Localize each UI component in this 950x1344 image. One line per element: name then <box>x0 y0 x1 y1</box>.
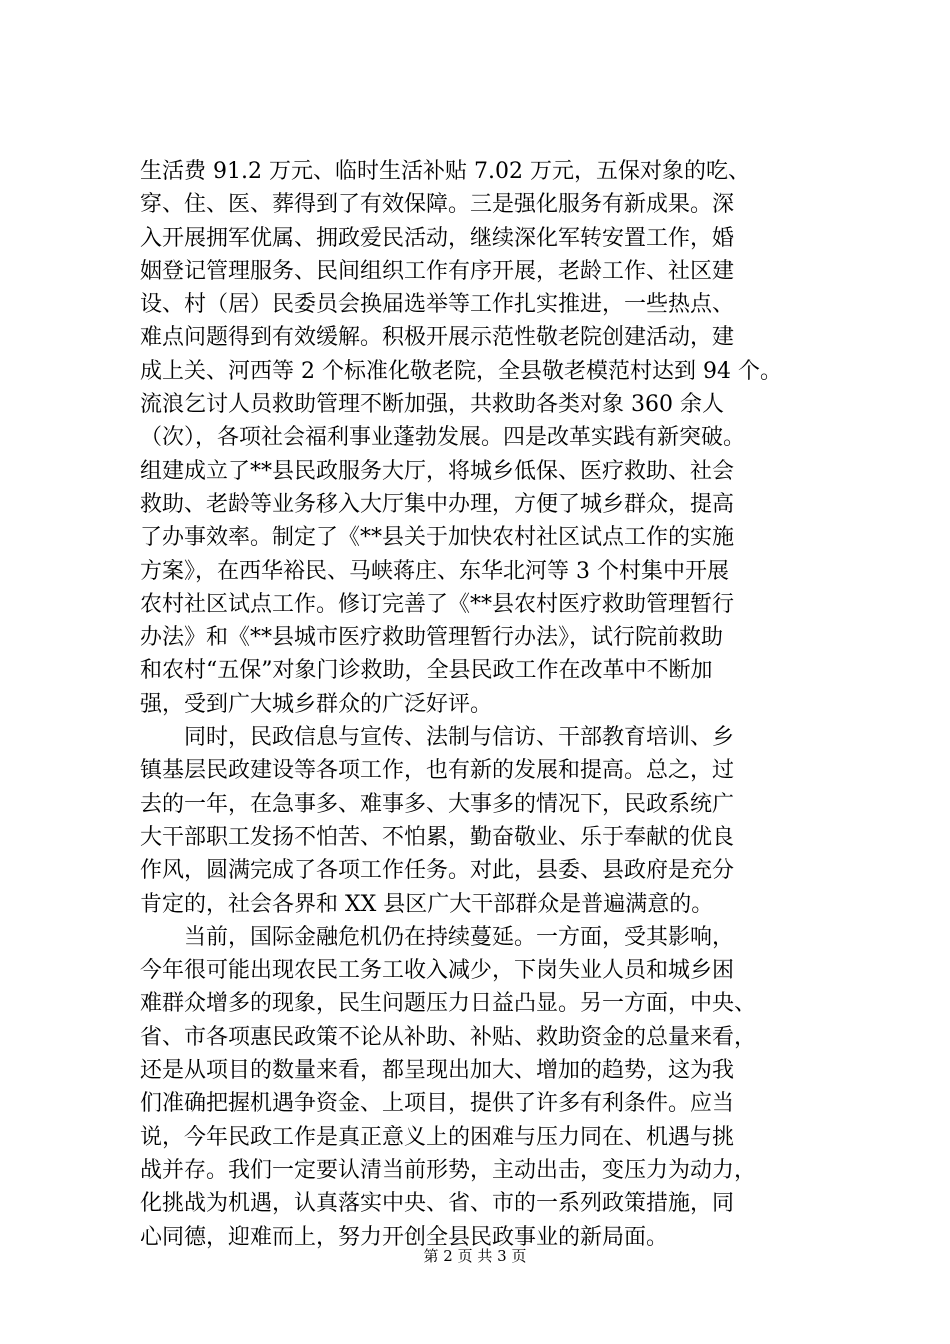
text-line: 去的一年，在急事多、难事多、大事多的情况下，民政系统广 <box>140 791 735 817</box>
text-line: 难群众增多的现象，民生问题压力日益凸显。另一方面，中央、 <box>140 991 757 1017</box>
text-line: 和农村“五保”对象门诊救助，全县民政工作在改革中不断加 <box>140 658 713 684</box>
text-line: 当前，国际金融危机仍在持续蔓延。一方面，受其影响， <box>140 924 735 950</box>
text-line: 今年很可能出现农民工务工收入减少，下岗失业人员和城乡困 <box>140 958 735 984</box>
body-text <box>140 155 860 1254</box>
text-line: 设、村（居）民委员会换届选举等工作扎实推进，一些热点、 <box>140 292 735 318</box>
text-line: 农村社区试点工作。修订完善了《**县农村医疗救助管理暂行 <box>140 591 735 617</box>
text-line: （次），各项社会福利事业蓬勃发展。四是改革实践有新突破。 <box>140 425 746 451</box>
text-line: 化挑战为机遇，认真落实中央、省、市的一系列政策措施，同 <box>140 1191 735 1217</box>
text-line: 生活费 91.2 万元、临时生活补贴 7.02 万元，五保对象的吃、 <box>140 159 750 184</box>
text-line: 成上关、河西等 2 个标准化敬老院，全县敬老模范村达到 94 个。 <box>140 358 782 384</box>
text-line: 说，今年民政工作是真正意义上的困难与压力同在、机遇与挑 <box>140 1124 735 1150</box>
text-line: 作风，圆满完成了各项工作任务。对此，县委、县政府是充分 <box>140 858 735 884</box>
text-line: 组建成立了**县民政服务大厅，将城乡低保、医疗救助、社会 <box>140 458 735 484</box>
text-line: 穿、住、医、葬得到了有效保障。三是强化服务有新成果。深 <box>140 192 735 218</box>
text-line: 强，受到广大城乡群众的广泛好评。 <box>140 691 493 717</box>
text-line: 大干部职工发扬不怕苦、不怕累，勤奋敬业、乐于奉献的优良 <box>140 824 735 850</box>
text-line: 们准确把握机遇争资金、上项目，提供了许多有利条件。应当 <box>140 1091 735 1117</box>
text-line: 还是从项目的数量来看，都呈现出加大、增加的趋势，这为我 <box>140 1058 735 1084</box>
text-line: 镇基层民政建设等各项工作，也有新的发展和提高。总之，过 <box>140 758 735 784</box>
text-line: 方案》，在西华裕民、马峡蒋庄、东华北河等 3 个村集中开展 <box>140 558 729 584</box>
text-line: 办法》和《**县城市医疗救助管理暂行办法》，试行院前救助 <box>140 625 724 651</box>
page-footer: 第 2 页 共 3 页 <box>423 1247 527 1265</box>
text-line: 姻登记管理服务、民间组织工作有序开展，老龄工作、社区建 <box>140 258 735 284</box>
text-line: 入开展拥军优属、拥政爱民活动，继续深化军转安置工作，婚 <box>140 225 735 251</box>
text-line: 肯定的，社会各界和 XX 县区广大干部群众是普遍满意的。 <box>140 891 714 917</box>
text-line: 了办事效率。制定了《**县关于加快农村社区试点工作的实施 <box>140 525 735 551</box>
text-line: 战并存。我们一定要认清当前形势，主动出击，变压力为动力， <box>140 1157 757 1183</box>
text-line: 同时，民政信息与宣传、法制与信访、干部教育培训、乡 <box>140 725 735 751</box>
text-line: 心同德，迎难而上，努力开创全县民政事业的新局面。 <box>140 1224 669 1250</box>
text-line: 流浪乞讨人员救助管理不断加强，共救助各类对象 360 余人 <box>140 392 724 418</box>
text-line: 救助、老龄等业务移入大厅集中办理，方便了城乡群众，提高 <box>140 491 735 517</box>
text-line: 省、市各项惠民政策不论从补助、补贴、救助资金的总量来看， <box>140 1024 757 1050</box>
text-line: 难点问题得到有效缓解。积极开展示范性敬老院创建活动，建 <box>140 325 735 351</box>
